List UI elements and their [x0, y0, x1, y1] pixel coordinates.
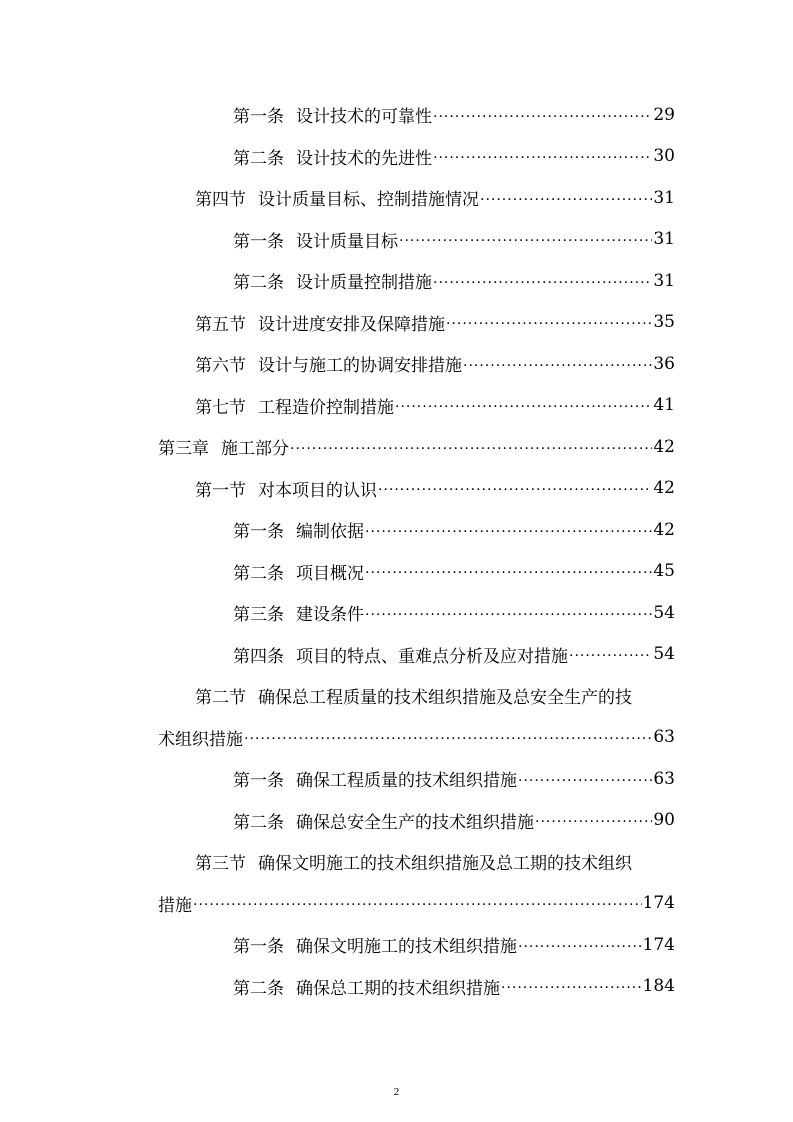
toc-entry-title: 设计技术的先进性: [296, 148, 432, 169]
toc-entry-number: 第一条: [233, 107, 284, 128]
toc-entry[interactable]: [158, 343, 675, 385]
toc-leader-dots: [433, 146, 652, 166]
toc-leader-dots: [193, 893, 642, 913]
toc-entry-page: 54: [653, 602, 675, 623]
toc-entry-page: 42: [653, 436, 675, 457]
toc-entry-chapter[interactable]: [158, 426, 675, 468]
toc-entry-number: 第四节: [195, 190, 246, 211]
toc-leader-dots: [518, 769, 652, 789]
toc-entry-page: 36: [653, 353, 675, 374]
toc-entry-page: 63: [653, 768, 675, 789]
toc-entry[interactable]: [158, 592, 675, 634]
toc-entry[interactable]: [158, 634, 675, 676]
toc-entry-number: 第三章: [158, 439, 209, 460]
toc-entry[interactable]: [158, 385, 675, 427]
toc-leader-dots: [365, 561, 652, 581]
toc-entry-title: 对本项目的认识: [258, 480, 377, 501]
page-number: 2: [393, 1086, 400, 1098]
toc-entry-title: 设计质量控制措施: [296, 273, 432, 294]
toc-entry-wrapped[interactable]: [158, 841, 675, 924]
toc-leader-dots: [365, 520, 652, 540]
toc-entry-number: 第六节: [195, 356, 246, 377]
toc-leader-dots: [433, 271, 652, 291]
toc-entry[interactable]: [158, 800, 675, 842]
toc-entry-number: 第一条: [233, 771, 284, 792]
toc-leader-dots: [535, 810, 652, 830]
toc-entry-title: 建设条件: [296, 605, 364, 626]
toc-entry-number: 第一条: [233, 937, 284, 958]
toc-entry-title: 施工部分: [221, 439, 289, 460]
toc-entry-page: 174: [642, 893, 675, 914]
toc-entry[interactable]: [158, 260, 675, 302]
toc-entry-page: 63: [653, 727, 675, 748]
toc-entry-page: 90: [653, 810, 675, 831]
toc-entry[interactable]: [158, 177, 675, 219]
toc-entry-page: 41: [653, 395, 675, 416]
toc-entry[interactable]: [158, 509, 675, 551]
toc-entry-page: 29: [653, 104, 675, 125]
toc-entry-number: 第一条: [233, 522, 284, 543]
toc-entry-number: 第七节: [195, 397, 246, 418]
toc-entry[interactable]: [158, 136, 675, 178]
toc-entry[interactable]: [158, 966, 675, 1008]
toc-entry[interactable]: [158, 551, 675, 593]
toc-entry-title: 设计与施工的协调安排措施: [258, 356, 462, 377]
toc-entry-title-continued: 术组织措施: [158, 729, 243, 750]
toc-leader-dots: [290, 437, 652, 457]
toc-entry-title: 项目的特点、重难点分析及应对措施: [296, 646, 568, 667]
toc-entry[interactable]: [158, 924, 675, 966]
toc-entry-page: 45: [653, 561, 675, 582]
toc-entry-page: 31: [653, 270, 675, 291]
toc-entry-line-1: [158, 675, 675, 717]
toc-entry[interactable]: [158, 94, 675, 136]
toc-leader-dots: [365, 603, 652, 623]
toc-entry-number: 第二条: [233, 563, 284, 584]
toc-entry-number: 第三节: [195, 854, 246, 875]
toc-entry-title: 确保总工期的技术组织措施: [296, 978, 500, 999]
toc-entry-line-1: [158, 841, 675, 883]
toc-entry-title: 工程造价控制措施: [258, 397, 394, 418]
toc-leader-dots: [378, 478, 652, 498]
toc-entry-title-continued: 措施: [158, 895, 192, 916]
toc-entry-line-2: [158, 883, 675, 925]
toc-entry-number: 第二条: [233, 812, 284, 833]
toc-entry-title: 设计质量目标: [296, 231, 398, 252]
table-of-contents: [158, 94, 675, 1007]
toc-entry-title: 编制依据: [296, 522, 364, 543]
toc-leader-dots: [463, 354, 652, 374]
toc-leader-dots: [501, 976, 642, 996]
toc-entry-number: 第二条: [233, 148, 284, 169]
toc-leader-dots: [433, 105, 652, 125]
toc-entry-page: 54: [653, 644, 675, 665]
toc-entry-title: 确保总安全生产的技术组织措施: [296, 812, 534, 833]
toc-entry-number: 第四条: [233, 646, 284, 667]
toc-leader-dots: [244, 727, 652, 747]
toc-entry-page: 42: [653, 478, 675, 499]
toc-leader-dots: [446, 312, 652, 332]
toc-entry-wrapped[interactable]: [158, 675, 675, 758]
toc-entry-page: 30: [653, 146, 675, 167]
toc-entry[interactable]: [158, 219, 675, 261]
toc-entry-title: 确保总工程质量的技术组织措施及总安全生产的技: [258, 688, 632, 709]
toc-entry-number: 第一条: [233, 231, 284, 252]
toc-entry-page: 174: [642, 934, 675, 955]
toc-entry-page: 31: [653, 229, 675, 250]
toc-entry[interactable]: [158, 468, 675, 510]
toc-leader-dots: [395, 395, 652, 415]
toc-entry-page: 31: [653, 187, 675, 208]
toc-entry-number: 第五节: [195, 314, 246, 335]
toc-entry-number: 第二条: [233, 978, 284, 999]
toc-entry-title: 设计技术的可靠性: [296, 107, 432, 128]
toc-leader-dots: [480, 188, 652, 208]
toc-entry[interactable]: [158, 302, 675, 344]
toc-entry-title: 设计质量目标、控制措施情况: [258, 190, 479, 211]
toc-entry-number: 第一节: [195, 480, 246, 501]
toc-entry-title: 确保工程质量的技术组织措施: [296, 771, 517, 792]
toc-leader-dots: [569, 644, 652, 664]
toc-entry-title: 确保文明施工的技术组织措施及总工期的技术组织: [258, 854, 632, 875]
toc-entry-title: 设计进度安排及保障措施: [258, 314, 445, 335]
toc-entry-title: 确保文明施工的技术组织措施: [296, 937, 517, 958]
toc-entry-page: 42: [653, 519, 675, 540]
toc-entry-line-2: [158, 717, 675, 759]
toc-entry-number: 第二条: [233, 273, 284, 294]
toc-entry-number: 第二节: [195, 688, 246, 709]
toc-entry-page: 184: [642, 976, 675, 997]
toc-entry[interactable]: [158, 758, 675, 800]
toc-entry-page: 35: [653, 312, 675, 333]
toc-leader-dots: [399, 229, 652, 249]
toc-entry-title: 项目概况: [296, 563, 364, 584]
toc-leader-dots: [518, 935, 642, 955]
toc-entry-number: 第三条: [233, 605, 284, 626]
